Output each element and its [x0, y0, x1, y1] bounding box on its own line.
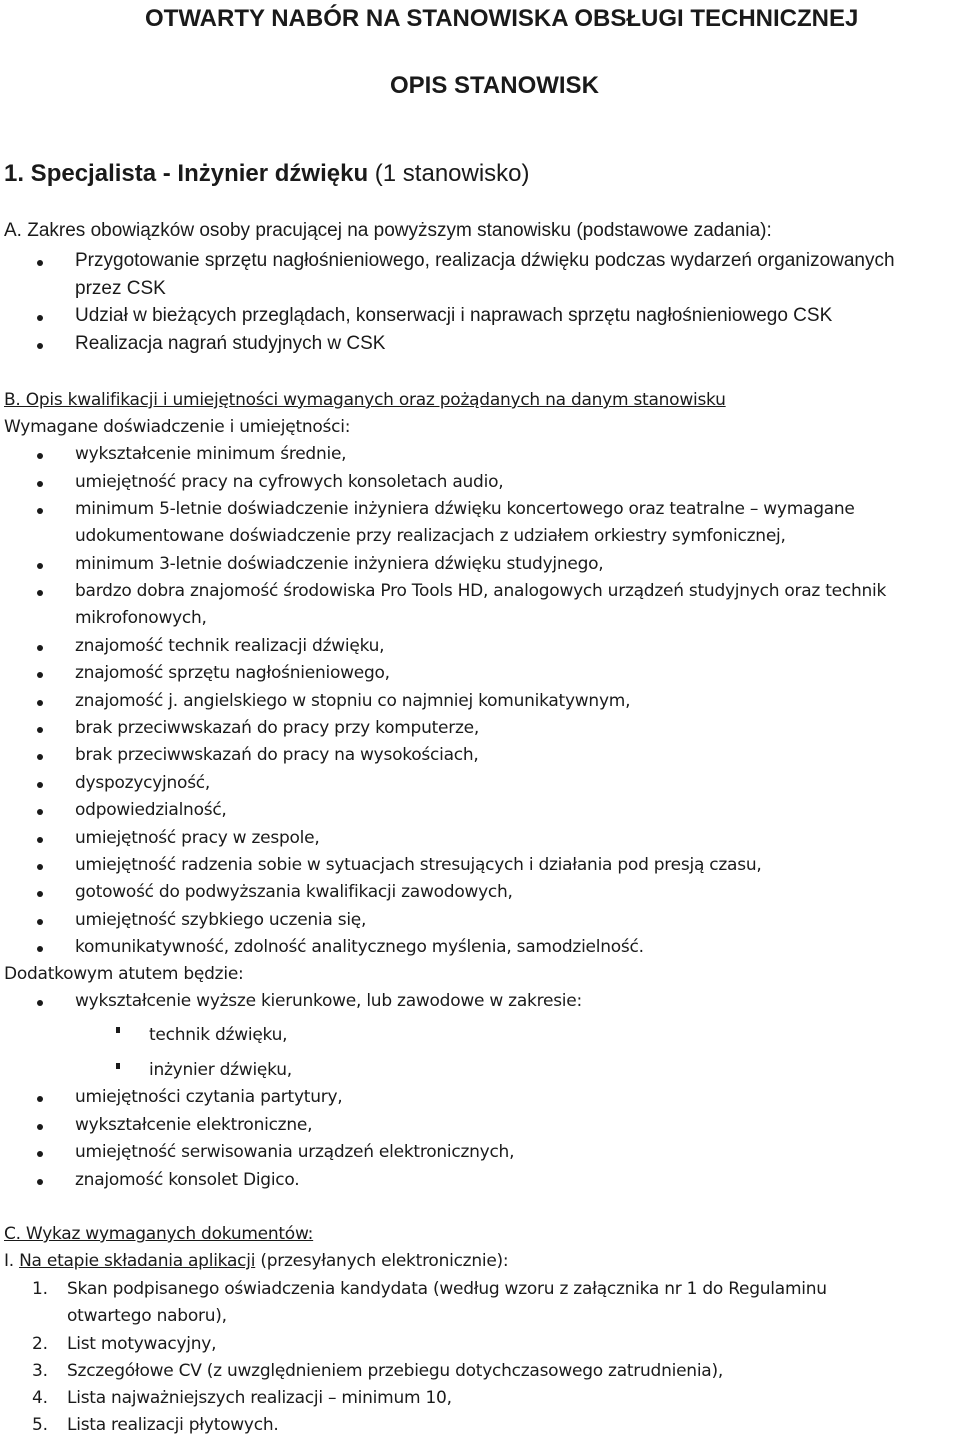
- list-item: umiejętność radzenia sobie w sytuacjach stresujących i działania pod presją czasu,: [75, 855, 762, 875]
- bullet-icon: [37, 508, 43, 514]
- bullet-icon: [37, 1000, 43, 1006]
- bullet-icon: [37, 946, 43, 952]
- list-item-continued: mikrofonowych,: [75, 608, 207, 628]
- list-item: umiejętność serwisowania urządzeń elektronicznych,: [75, 1142, 515, 1162]
- section-c-heading: C. Wykaz wymaganych dokumentów:: [4, 1224, 314, 1244]
- list-item: wykształcenie minimum średnie,: [75, 444, 347, 464]
- square-bullet-icon: [116, 1063, 120, 1069]
- bullet-icon: [37, 891, 43, 897]
- list-item: minimum 3-letnie doświadczenie inżyniera dźwięku studyjnego,: [75, 554, 604, 574]
- required-heading: Wymagane doświadczenie i umiejętności:: [4, 417, 351, 437]
- list-item-continued: udokumentowane doświadczenie przy realizacjach z udziałem orkiestry symfonicznej,: [75, 526, 786, 546]
- stage-label: Na etapie składania aplikacji: [19, 1251, 256, 1271]
- list-item: komunikatywność, zdolność analitycznego myślenia, samodzielność.: [75, 937, 644, 957]
- document-item: Lista realizacji płytowych.: [67, 1415, 279, 1435]
- list-item: Udział w bieżących przeglądach, konserwacji i naprawach sprzętu nagłośnieniowego CSK: [75, 305, 833, 326]
- bullet-icon: [37, 1151, 43, 1157]
- list-item: znajomość j. angielskiego w stopniu co najmniej komunikatywnym,: [75, 691, 631, 711]
- list-item: odpowiedzialność,: [75, 800, 227, 820]
- document-item: Lista najważniejszych realizacji – minimum 10,: [67, 1388, 452, 1408]
- document-item: List motywacyjny,: [67, 1334, 217, 1354]
- position-title: 1. Specjalista - Inżynier dźwięku: [4, 160, 369, 187]
- bullet-icon: [37, 315, 43, 321]
- list-item: umiejętność pracy w zespole,: [75, 828, 320, 848]
- list-number: 1.: [32, 1279, 48, 1299]
- position-count: (1 stanowisko): [368, 160, 530, 187]
- list-item: wykształcenie elektroniczne,: [75, 1115, 313, 1135]
- list-item: wykształcenie wyższe kierunkowe, lub zawodowe w zakresie:: [75, 991, 582, 1011]
- document-item-continued: otwartego naboru),: [67, 1306, 227, 1326]
- list-number: 2.: [32, 1334, 48, 1354]
- bullet-icon: [37, 672, 43, 678]
- list-number: 3.: [32, 1361, 48, 1381]
- bullet-icon: [37, 1179, 43, 1185]
- list-item: bardzo dobra znajomość środowiska Pro Tools HD, analogowych urządzeń studyjnych oraz technik: [75, 581, 887, 601]
- position-heading: [4, 160, 530, 188]
- list-item: znajomość technik realizacji dźwięku,: [75, 636, 385, 656]
- list-item: brak przeciwwskazań do pracy na wysokościach,: [75, 745, 479, 765]
- bonus-heading: Dodatkowym atutem będzie:: [4, 964, 244, 984]
- document-item: Szczegółowe CV (z uwzględnieniem przebiegu dotychczasowego zatrudnienia),: [67, 1361, 724, 1381]
- bullet-icon: [37, 837, 43, 843]
- bullet-icon: [37, 782, 43, 788]
- list-item: minimum 5-letnie doświadczenie inżyniera dźwięku koncertowego oraz teatralne – wymagane: [75, 499, 855, 519]
- bullet-icon: [37, 754, 43, 760]
- section-b-heading: B. Opis kwalifikacji i umiejętności wymaganych oraz pożądanych na danym stanowisku: [4, 390, 726, 410]
- bullet-icon: [37, 1124, 43, 1130]
- document-title: OTWARTY NABÓR NA STANOWISKA OBSŁUGI TECHNICZNEJ: [145, 5, 859, 32]
- bullet-icon: [37, 343, 43, 349]
- stage-number: I.: [4, 1251, 20, 1271]
- bullet-icon: [37, 563, 43, 569]
- bullet-icon: [37, 481, 43, 487]
- sub-list-item: inżynier dźwięku,: [149, 1060, 292, 1080]
- bullet-icon: [37, 809, 43, 815]
- document-subtitle: OPIS STANOWISK: [390, 72, 599, 99]
- bullet-icon: [37, 453, 43, 459]
- list-item: brak przeciwwskazań do pracy przy komputerze,: [75, 718, 480, 738]
- bullet-icon: [37, 645, 43, 651]
- stage-note: (przesyłanych elektronicznie):: [255, 1251, 509, 1271]
- list-item: Realizacja nagrań studyjnych w CSK: [75, 333, 386, 354]
- list-number: 5.: [32, 1415, 48, 1435]
- list-item: dyspozycyjność,: [75, 773, 211, 793]
- list-item: znajomość sprzętu nagłośnieniowego,: [75, 663, 390, 683]
- list-item-continued: przez CSK: [75, 278, 166, 299]
- list-item: Przygotowanie sprzętu nagłośnieniowego, realizacja dźwięku podczas wydarzeń organizowanych: [75, 250, 895, 271]
- bullet-icon: [37, 590, 43, 596]
- sub-list-item: technik dźwięku,: [149, 1025, 288, 1045]
- square-bullet-icon: [116, 1027, 120, 1033]
- list-number: 4.: [32, 1388, 48, 1408]
- bullet-icon: [37, 700, 43, 706]
- bullet-icon: [37, 727, 43, 733]
- list-item: gotowość do podwyższania kwalifikacji zawodowych,: [75, 882, 513, 902]
- list-item: znajomość konsolet Digico.: [75, 1170, 300, 1190]
- bullet-icon: [37, 260, 43, 266]
- list-item: umiejętności czytania partytury,: [75, 1087, 343, 1107]
- list-item: umiejętność pracy na cyfrowych konsoletach audio,: [75, 472, 504, 492]
- document-item: Skan podpisanego oświadczenia kandydata (według wzoru z załącznika nr 1 do Regulaminu: [67, 1279, 827, 1299]
- bullet-icon: [37, 919, 43, 925]
- section-a-heading: A. Zakres obowiązków osoby pracującej na powyższym stanowisku (podstawowe zadania):: [4, 220, 772, 241]
- bullet-icon: [37, 864, 43, 870]
- stage-heading: [4, 1251, 508, 1271]
- bullet-icon: [37, 1096, 43, 1102]
- list-item: umiejętność szybkiego uczenia się,: [75, 910, 367, 930]
